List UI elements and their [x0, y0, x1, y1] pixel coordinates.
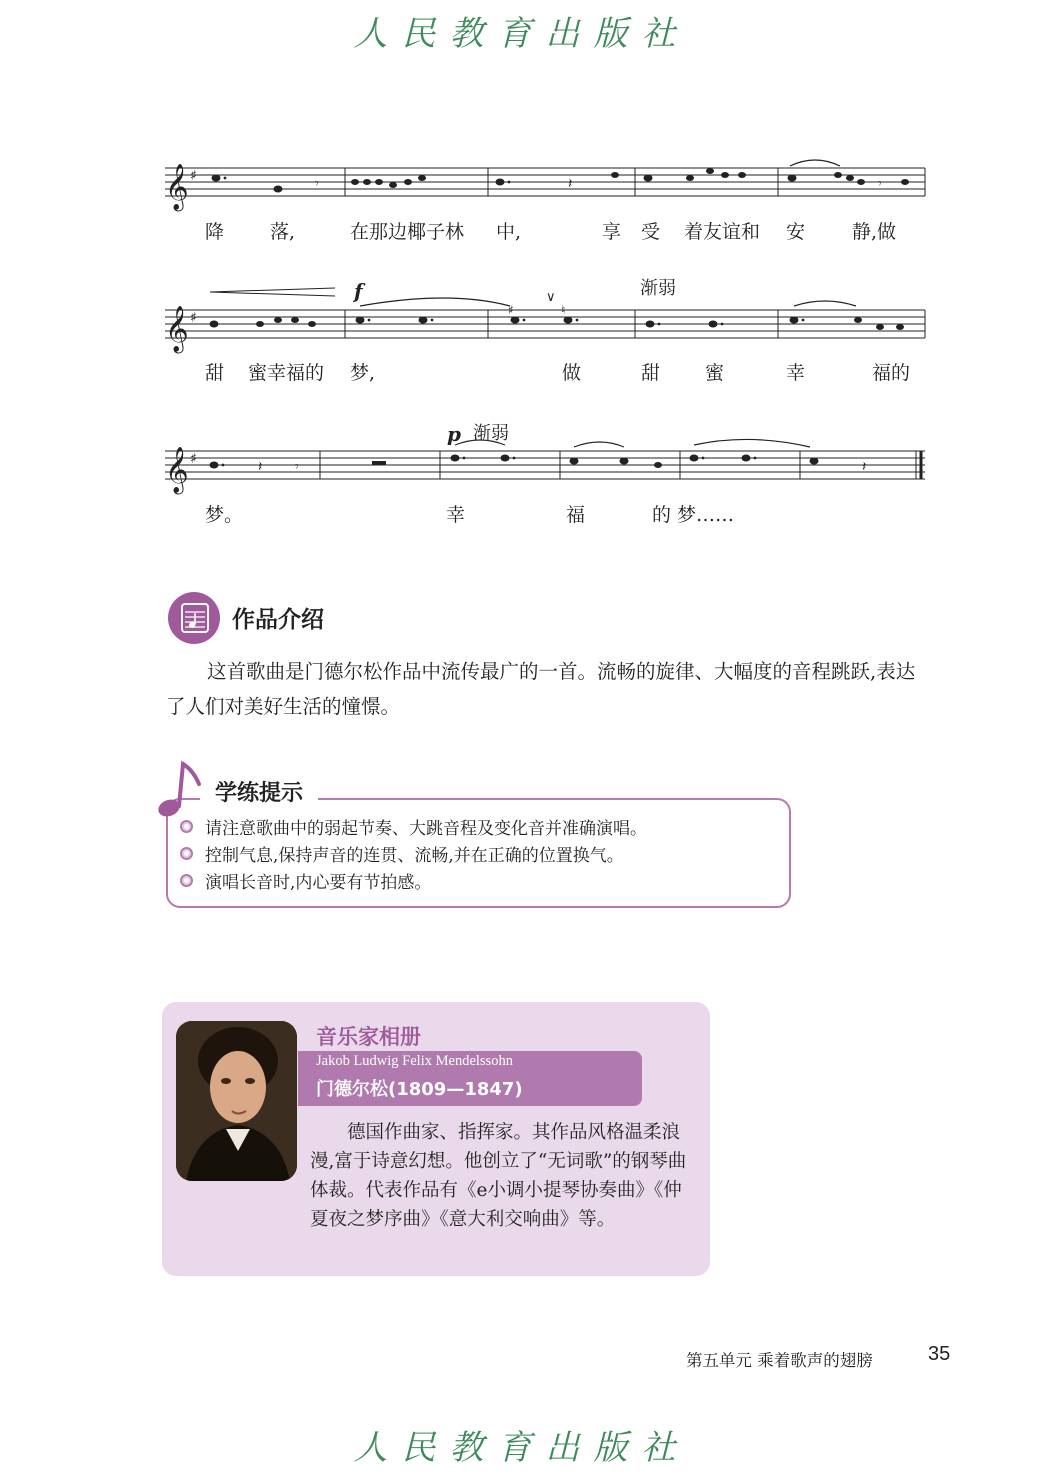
music-staff-1 — [150, 158, 940, 278]
lyric-2-2: 蜜幸福的 — [248, 362, 325, 384]
lyric-3-3: 福 — [566, 504, 586, 526]
lyric-3-4: 的 梦…… — [652, 504, 735, 526]
svg-text:𝄾: 𝄾 — [295, 459, 299, 475]
diminuendo-mark-1: 渐弱 — [640, 278, 676, 299]
lyric-2-5: 甜 — [641, 362, 661, 384]
intro-paragraph: 这首歌曲是门德尔松作品中流传最广的一首。流畅的旋律、大幅度的音程跳跃,表达了人们对美好生活的憧憬。 — [166, 660, 916, 718]
album-title: 音乐家相册 — [316, 1025, 421, 1049]
svg-text:𝄾: 𝄾 — [315, 176, 319, 192]
svg-text:𝄞: 𝄞 — [165, 447, 189, 493]
page-number: 35 — [928, 1343, 951, 1365]
svg-text:𝄽: 𝄽 — [258, 459, 263, 475]
publisher-watermark-bottom: 人民教育出版社 — [353, 1428, 690, 1468]
lyric-1-5: 享 — [602, 221, 622, 243]
lyric-2-4: 做 — [562, 362, 582, 384]
lyric-1-1: 降 — [205, 221, 225, 243]
svg-text:♮: ♮ — [561, 303, 566, 317]
bullet-icon — [180, 847, 193, 860]
svg-text:𝄽: 𝄽 — [862, 459, 867, 475]
lyric-2-1: 甜 — [205, 362, 225, 384]
svg-text:𝄞: 𝄞 — [165, 306, 189, 352]
tips-section-title: 学练提示 — [215, 781, 304, 806]
diminuendo-mark-2: 渐弱 — [473, 423, 509, 444]
tip-item-3: 演唱长音时,内心要有节拍感。 — [180, 868, 431, 893]
lyric-2-6: 蜜 — [705, 362, 725, 384]
lyric-1-2: 落, — [270, 221, 296, 243]
breath-mark: ∨ — [546, 290, 556, 305]
svg-text:𝄾: 𝄾 — [878, 176, 882, 192]
intro-section-title: 作品介绍 — [232, 607, 324, 633]
composer-bio: 德国作曲家、指挥家。其作品风格温柔浪漫,富于诗意幻想。他创立了“无词歌”的钢琴曲体裁。代表作品有《e小调小提琴协奏曲》《仲夏夜之梦序曲》《意大利交响曲》等。 — [310, 1122, 687, 1230]
chapter-footer: 第五单元 乘着歌声的翅膀 — [686, 1351, 873, 1370]
lyric-1-3: 在那边椰子林 — [350, 221, 465, 243]
lyric-2-3: 梦, — [350, 362, 376, 384]
forte-mark: f — [354, 279, 363, 303]
publisher-watermark-top: 人民教育出版社 — [353, 14, 690, 54]
lyric-2-8: 福的 — [872, 362, 911, 384]
svg-text:♯: ♯ — [190, 168, 197, 184]
piano-mark: p — [447, 422, 461, 446]
bullet-icon — [180, 874, 193, 887]
music-staff-3 — [150, 441, 940, 561]
tip-item-1: 请注意歌曲中的弱起节奏、大跳音程及变化音并准确演唱。 — [180, 814, 647, 839]
lyric-3-2: 幸 — [446, 504, 466, 526]
svg-text:♯: ♯ — [190, 310, 197, 326]
mendelssohn-portrait — [176, 1021, 297, 1181]
lyric-1-4: 中, — [496, 221, 522, 243]
svg-text:𝄞: 𝄞 — [165, 164, 189, 210]
bullet-icon — [180, 820, 193, 833]
score-scroll-icon — [168, 592, 220, 644]
lyric-1-8: 安 — [786, 221, 806, 243]
lyric-1-6: 受 — [641, 221, 661, 243]
svg-text:♯: ♯ — [190, 451, 197, 467]
lyric-3-1: 梦。 — [205, 504, 244, 526]
composer-name-en: Jakob Ludwig Felix Mendelssohn — [316, 1053, 513, 1069]
lyric-1-7: 着友谊和 — [684, 221, 761, 243]
svg-text:𝄽: 𝄽 — [568, 176, 573, 192]
svg-text:♯: ♯ — [508, 303, 514, 317]
lyric-1-9: 静,做 — [852, 221, 897, 243]
composer-name-cn: 门德尔松(1809—1847) — [316, 1079, 523, 1100]
tip-item-2: 控制气息,保持声音的连贯、流畅,并在正确的位置换气。 — [180, 841, 624, 866]
lyric-2-7: 幸 — [786, 362, 806, 384]
